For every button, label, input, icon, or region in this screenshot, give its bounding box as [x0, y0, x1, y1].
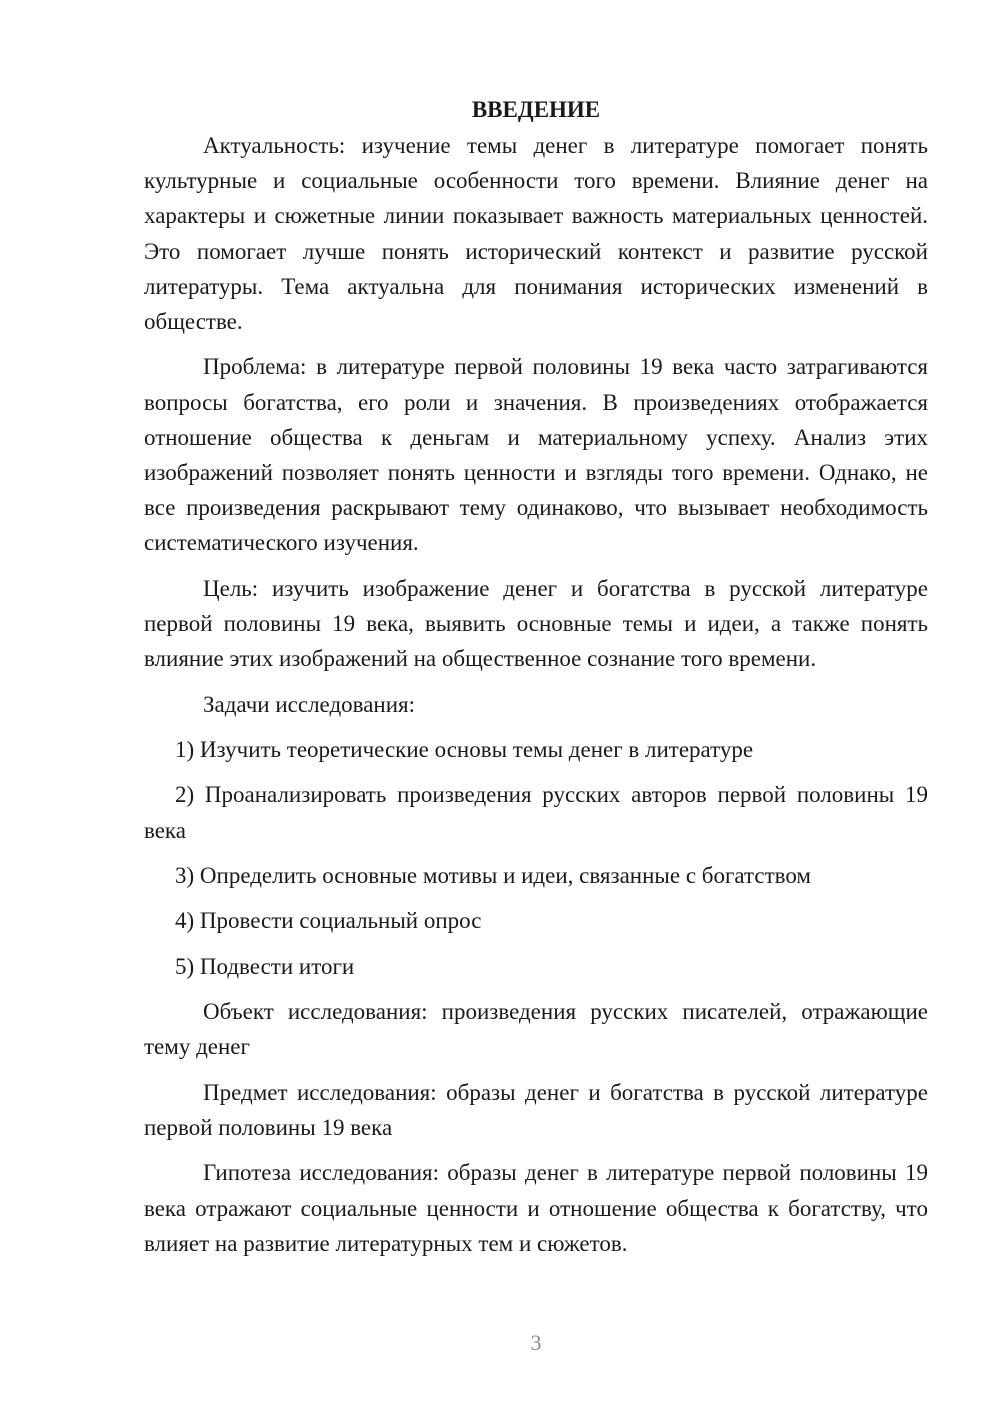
relevance-paragraph: Актуальность: изучение темы денег в литературе помогает понять культурные и социальные особенности того времени. Влияние денег на характеры и сюжетные линии показывает важность материальных ценностей. Это помогает лучше понять исторический контекст и развитие русской литературы. Тема актуальна для понимания исторических изменений в обществе.	[144, 133, 928, 335]
problem-paragraph: Проблема: в литературе первой половины 19 века часто затрагиваются вопросы богатства, его роли и значения. В произведениях отображается отношение общества к деньгам и материальному успеху. Анализ этих изображений позволяет понять ценности и взгляды того времени. Однако, не все произведения раскрывают тему одинаково, что вызывает необходимость систематического изучения.	[144, 354, 928, 556]
page-title: ВВЕДЕНИЕ	[471, 97, 601, 122]
task-item-1: 1) Изучить теоретические основы темы денег в литературе	[175, 737, 754, 762]
task-item-2: 2) Проанализировать произведения русских авторов первой половины 19 века	[144, 782, 928, 843]
page-number: 3	[530, 1330, 542, 1355]
task-item-5: 5) Подвести итоги	[175, 953, 355, 979]
hypothesis-paragraph: Гипотеза исследования: образы денег в литературе первой половины 19 века отражают социальные ценности и отношение общества к богатству, что влияет на развитие литературных тем и сюжетов.	[144, 1160, 928, 1256]
goal-paragraph: Цель: изучить изображение денег и богатства в русской литературе первой половины 19 века, выявить основные темы и идеи, а также понять влияние этих изображений на общественное сознание того времени.	[144, 575, 928, 672]
page-content	[144, 92, 928, 1271]
object-paragraph: Объект исследования: произведения русских писателей, отражающие тему денег	[144, 999, 928, 1060]
subject-paragraph: Предмет исследования: образы денег и богатства в русской литературе первой половины 19 века	[144, 1079, 928, 1140]
task-item-3: 3) Определить основные мотивы и идеи, связанные с богатством	[175, 862, 811, 888]
task-item-4: 4) Провести социальный опрос	[175, 908, 482, 934]
tasks-heading: Задачи исследования:	[203, 691, 416, 717]
